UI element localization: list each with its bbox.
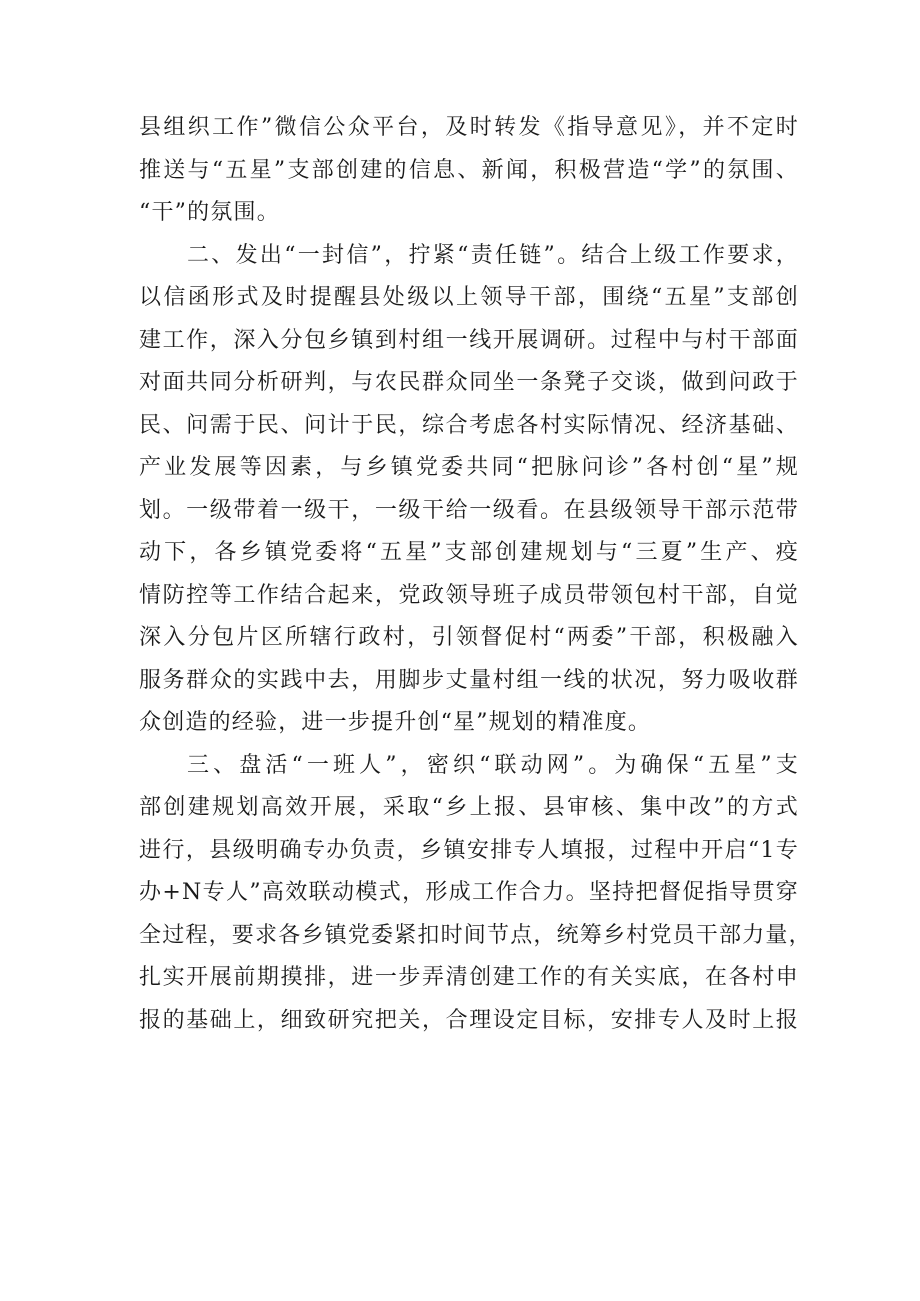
text-line: 服务群众的实践中去，用脚步丈量村组一线的状况，努力吸收群 <box>139 667 799 693</box>
text-line: 众创造的经验，进一步提升创“星”规划的精准度。 <box>139 710 652 735</box>
text-line: 二、发出“一封信”，拧紧“责任链”。结合上级工作要求， <box>187 242 799 268</box>
text-line: 县组织工作”微信公众平台，及时转发《指导意见》，并不定时 <box>139 115 799 140</box>
text-line: 划。一级带着一级干，一级干给一级看。在县级领导干部示范带 <box>139 497 799 523</box>
text-line: 建工作，深入分包乡镇到村组一线开展调研。过程中与村干部面 <box>139 327 799 353</box>
text-line: 扎实开展前期摸排，进一步弄清创建工作的有关实底，在各村申 <box>139 965 799 990</box>
text-line: 部创建规划高效开展，采取“乡上报、县审核、集中改”的方式 <box>139 795 799 820</box>
text-line: 三、盘活“一班人”，密织“联动网”。为确保“五星”支 <box>187 752 799 778</box>
text-line: 情防控等工作结合起来，党政领导班子成员带领包村干部，自觉 <box>139 582 799 608</box>
text-line: 推送与“五星”支部创建的信息、新闻，积极营造“学”的氛围、 <box>139 157 799 183</box>
text-line: 产业发展等因素，与乡镇党委共同“把脉问诊”各村创“星”规 <box>139 455 799 480</box>
text-line: 深入分包片区所辖行政村，引领督促村“两委”干部，积极融入 <box>139 625 799 650</box>
text-line: 全过程，要求各乡镇党委紧扣时间节点，统筹乡村党员干部力量， <box>139 922 812 948</box>
text-line: 进行，县级明确专办负责，乡镇安排专人填报，过程中开启“1专 <box>139 837 799 863</box>
text-line: 动下，各乡镇党委将“五星”支部创建规划与“三夏”生产、疫 <box>139 540 799 565</box>
text-line: “干”的氛围。 <box>139 200 280 225</box>
document-body <box>139 107 812 1042</box>
text-line: 民、问需于民、问计于民，综合考虑各村实际情况、经济基础、 <box>139 412 799 438</box>
text-line: 办+N专人”高效联动模式，形成工作合力。坚持把督促指导贯穿 <box>139 880 799 905</box>
text-line: 对面共同分析研判，与农民群众同坐一条凳子交谈，做到问政于 <box>139 370 799 395</box>
text-line: 以信函形式及时提醒县处级以上领导干部，围绕“五星”支部创 <box>139 285 799 310</box>
text-line: 报的基础上，细致研究把关，合理设定目标，安排专人及时上报 <box>139 1007 799 1033</box>
